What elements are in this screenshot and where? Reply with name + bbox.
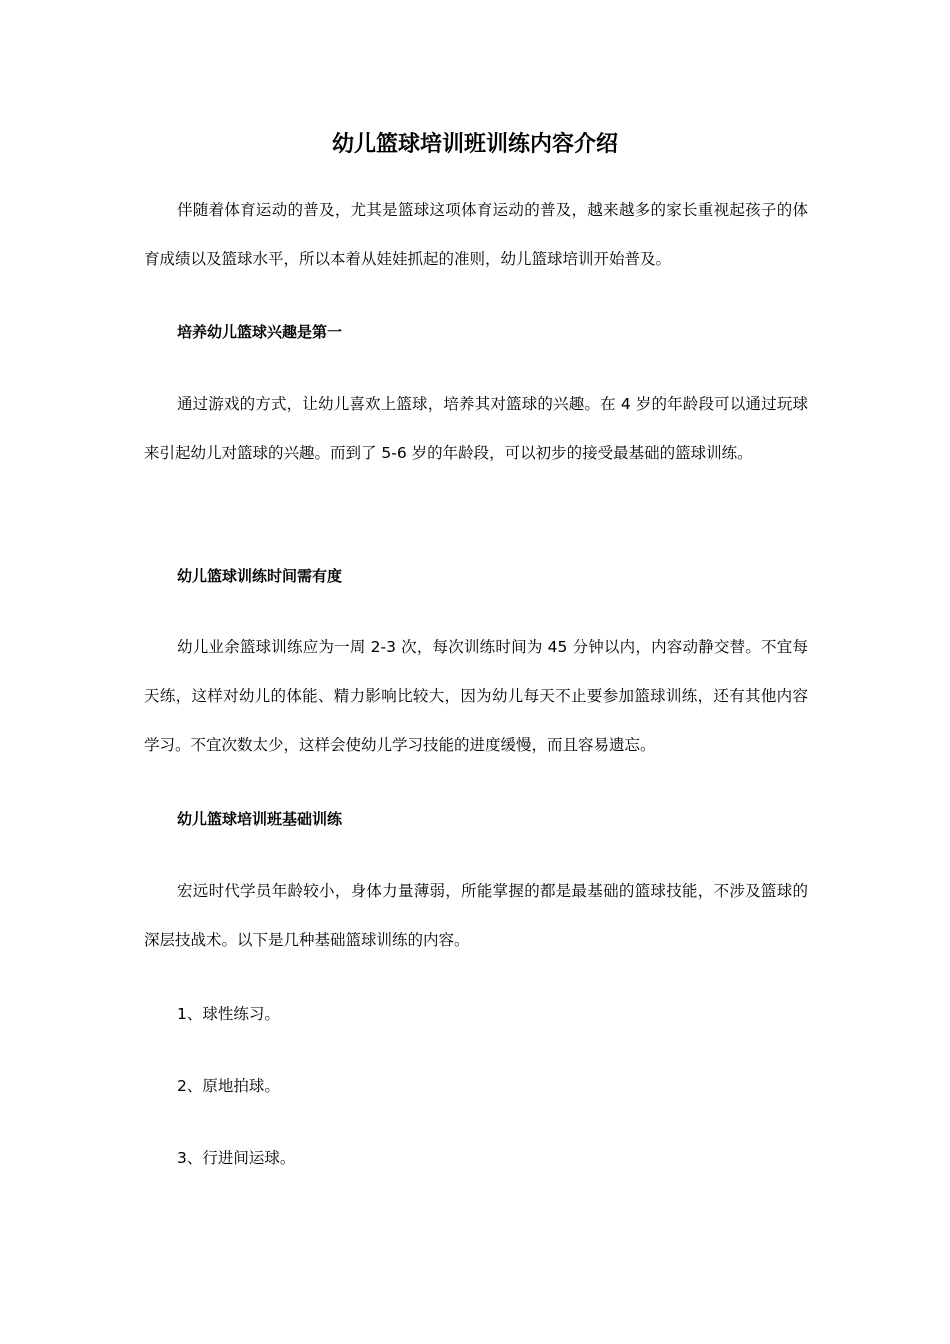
section-body-training-time: 幼儿业余篮球训练应为一周 2-3 次，每次训练时间为 45 分钟以内，内容动静交替。不宜每天练，这样对幼儿的体能、精力影响比较大，因为幼儿每天不止要参加篮球训练，还有其他内容学习。不宜次数太少，这样会使幼儿学习技能的进度缓慢，而且容易遗忘。 <box>144 638 808 754</box>
section-heading-interest: 培养幼儿篮球兴趣是第一 <box>177 323 343 341</box>
section-body-basic-training: 宏远时代学员年龄较小，身体力量薄弱，所能掌握的都是最基础的篮球技能，不涉及篮球的深层技战术。以下是几种基础篮球训练的内容。 <box>144 882 808 949</box>
list-item: 2、原地拍球。 <box>177 1077 280 1095</box>
section-heading-basic-training: 幼儿篮球培训班基础训练 <box>177 810 343 828</box>
intro-paragraph: 伴随着体育运动的普及，尤其是篮球这项体育运动的普及，越来越多的家长重视起孩子的体育成绩以及篮球水平，所以本着从娃娃抓起的准则，幼儿篮球培训开始普及。 <box>144 201 808 268</box>
list-item: 1、球性练习。 <box>177 1005 280 1023</box>
document-title: 幼儿篮球培训班训练内容介绍 <box>331 131 618 157</box>
list-item: 3、行进间运球。 <box>177 1149 296 1167</box>
section-heading-training-time: 幼儿篮球训练时间需有度 <box>177 567 343 585</box>
section-body-interest: 通过游戏的方式，让幼儿喜欢上篮球，培养其对篮球的兴趣。在 4 岁的年龄段可以通过玩球来引起幼儿对篮球的兴趣。而到了 5-6 岁的年龄段，可以初步的接受最基础的篮球训练。 <box>144 395 808 462</box>
